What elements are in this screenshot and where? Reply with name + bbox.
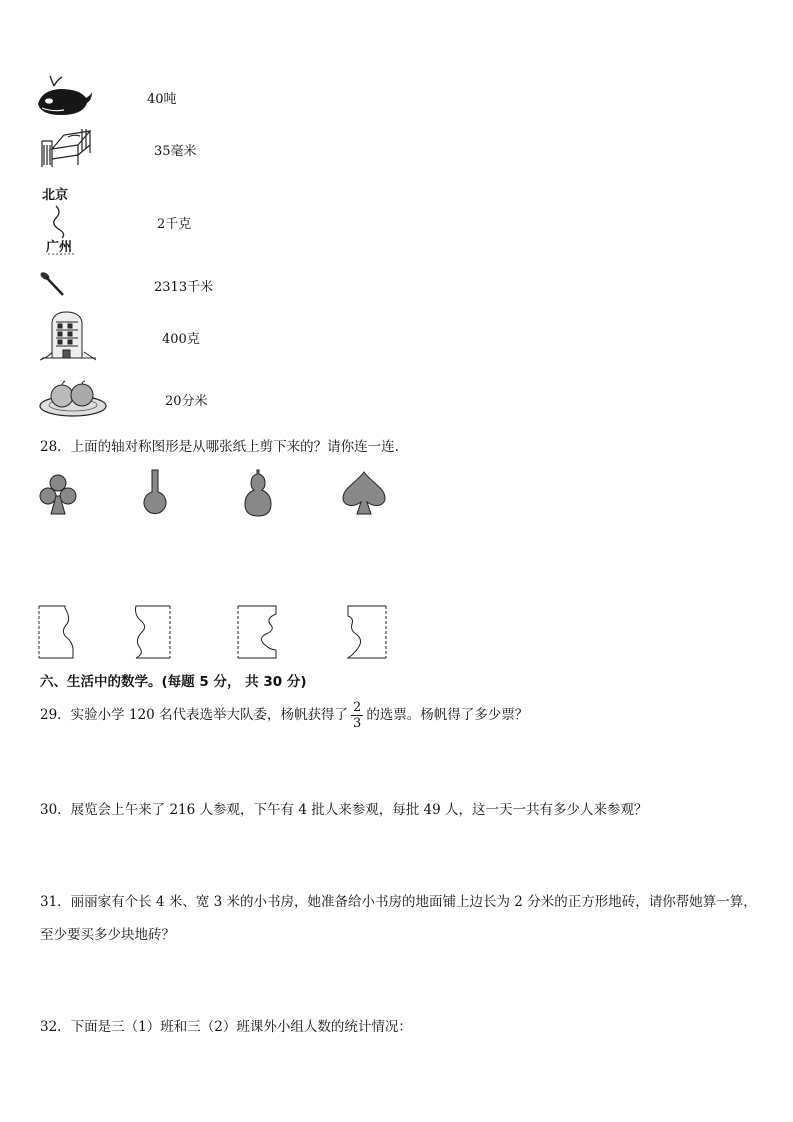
- fraction-denominator: 3: [353, 716, 362, 731]
- building-icon: [38, 308, 98, 362]
- club-shape-icon: [36, 472, 80, 516]
- folded-paper-3-icon[interactable]: [236, 604, 278, 660]
- folded-paper-2-icon[interactable]: [130, 604, 172, 660]
- bed-icon: [38, 125, 94, 169]
- question-31-line-2: 至少要买多少块地砖？: [40, 927, 175, 943]
- match-value-3: 2千克: [157, 217, 192, 232]
- city-guangzhou: 广州: [46, 240, 73, 255]
- match-value-6: 20分米: [165, 394, 208, 409]
- match-value-2: 35毫米: [154, 144, 197, 159]
- bottle-shape-icon: [140, 468, 170, 518]
- route-map-icon: [40, 184, 80, 256]
- question-31-line-1: 31．丽丽家有个长 4 米、宽 3 米的小书房，她准备给小书房的地面铺上边长为 2 分米的正方形地砖，请你帮她算一算，: [40, 894, 757, 910]
- section-6-title: 六、生活中的数学。(每题 5 分， 共 30 分): [40, 674, 307, 690]
- fruit-plate-icon: [38, 378, 108, 418]
- question-32: 32．下面是三（1）班和三（2）班课外小组人数的统计情况：: [40, 1019, 412, 1035]
- spade-shape-icon: [341, 470, 387, 516]
- question-29-after: 的选票。杨帆得了多少票？: [366, 707, 529, 723]
- fraction-numerator: 2: [353, 700, 362, 715]
- gourd-shape-icon: [243, 468, 273, 518]
- question-30: 30．展览会上午来了 216 人参观，下午有 4 批人来参观，每批 49 人，这一天一共有多少人来参观？: [40, 802, 648, 818]
- nail-icon: [38, 270, 68, 298]
- city-beijing: 北京: [42, 188, 69, 203]
- match-value-4: 2313千米: [154, 280, 214, 295]
- match-value-1: 40吨: [147, 92, 177, 107]
- match-value-5: 400克: [162, 332, 200, 347]
- fraction-two-thirds: [351, 700, 363, 731]
- question-28: 28．上面的轴对称图形是从哪张纸上剪下来的？请你连一连.: [40, 439, 399, 455]
- folded-paper-4-icon[interactable]: [344, 604, 388, 660]
- whale-icon: [36, 74, 92, 118]
- question-29: [40, 700, 528, 731]
- folded-paper-1-icon[interactable]: [37, 604, 79, 660]
- question-29-before: 29．实验小学 120 名代表选举大队委，杨帆获得了: [40, 707, 349, 723]
